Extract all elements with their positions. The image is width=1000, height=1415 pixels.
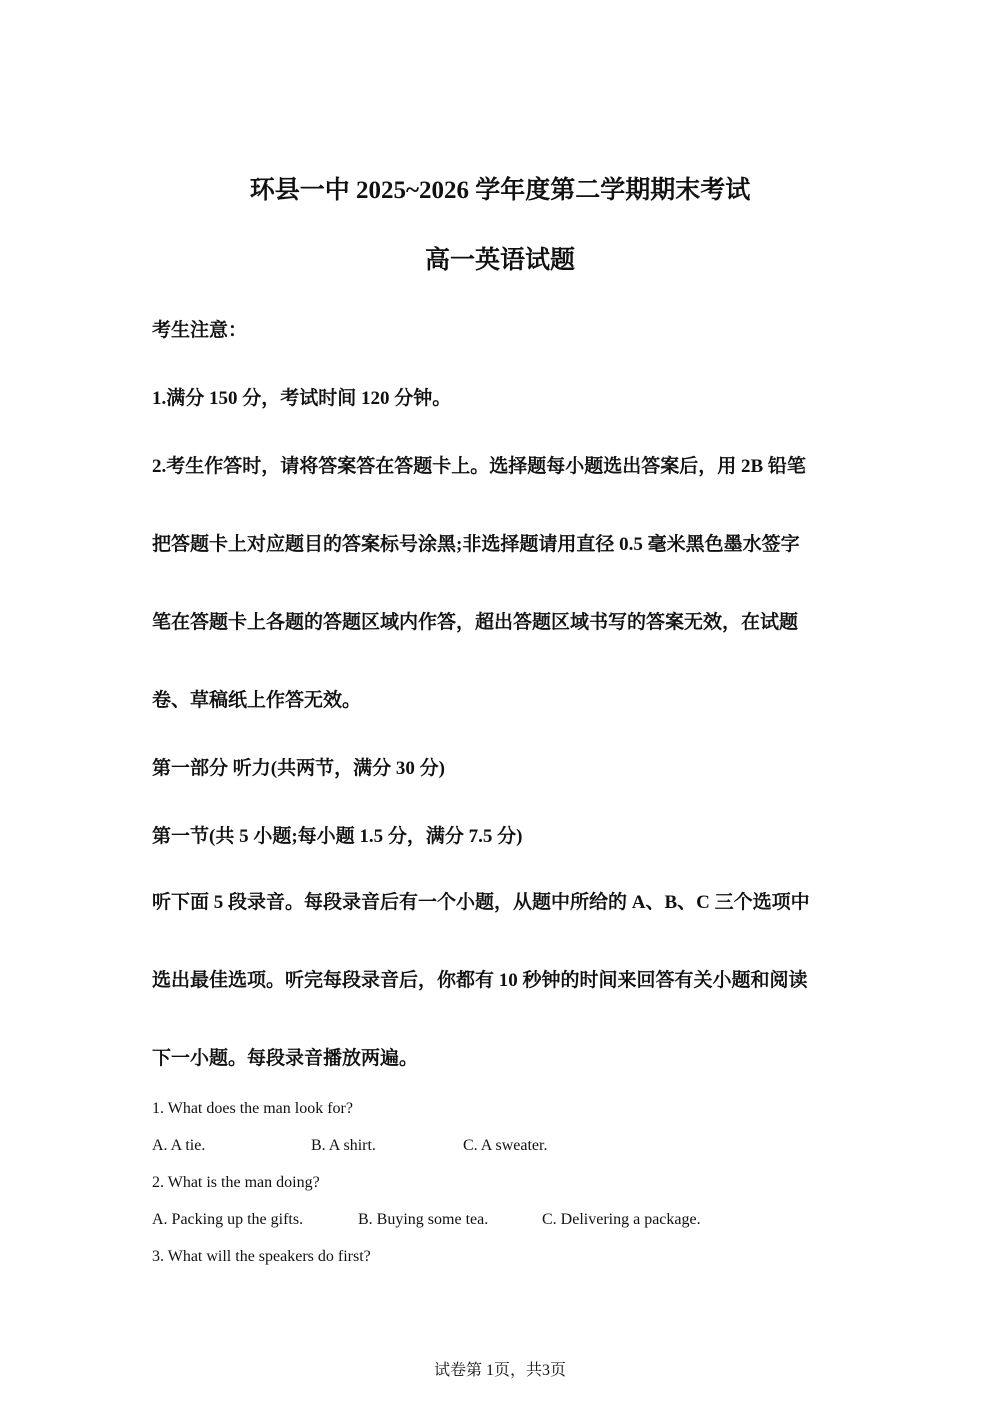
exam-title: 环县一中 2025~2026 学年度第二学期期末考试 <box>249 177 751 204</box>
question-2-stem: 2. What is the man doing? <box>152 1174 320 1191</box>
notice-item-2-line-2: 把答题卡上对应题目的答案标号涂黑;非选择题请用直径 0.5 毫米黑色墨水签字 <box>152 534 800 555</box>
notice-item-2-line-3: 笔在答题卡上各题的答题区域内作答，超出答题区域书写的答案无效，在试题 <box>152 612 799 633</box>
instructions-line-2: 选出最佳选项。听完每段录音后，你都有 10 秒钟的时间来回答有关小题和阅读 <box>152 970 808 991</box>
page-footer: 试卷第 1页，共3页 <box>433 1362 566 1379</box>
instructions-line-3: 下一小题。每段录音播放两遍。 <box>152 1048 419 1069</box>
notice-heading: 考生注意： <box>152 320 248 341</box>
question-2-option-b: B. Buying some tea. <box>358 1211 489 1228</box>
section1-heading: 第一节(共 5 小题;每小题 1.5 分，满分 7.5 分) <box>152 826 523 847</box>
instructions-line-1: 听下面 5 段录音。每段录音后有一个小题，从题中所给的 A、B、C 三个选项中 <box>152 892 810 913</box>
notice-item-2-line-1: 2.考生作答时，请将答案答在答题卡上。选择题每小题选出答案后，用 2B 铅笔 <box>152 456 806 477</box>
question-3-stem: 3. What will the speakers do first? <box>152 1248 371 1265</box>
notice-item-1: 1.满分 150 分，考试时间 120 分钟。 <box>152 388 452 409</box>
exam-subtitle: 高一英语试题 <box>424 247 575 274</box>
question-1-option-a: A. A tie. <box>152 1137 206 1154</box>
question-1-stem: 1. What does the man look for? <box>152 1100 353 1117</box>
question-1-option-b: B. A shirt. <box>311 1137 376 1154</box>
part1-heading: 第一部分 听力(共两节，满分 30 分) <box>152 758 445 779</box>
question-2-option-c: C. Delivering a package. <box>542 1211 701 1228</box>
question-1-option-c: C. A sweater. <box>463 1137 548 1154</box>
notice-item-2-line-4: 卷、草稿纸上作答无效。 <box>152 690 362 711</box>
question-2-option-a: A. Packing up the gifts. <box>152 1211 304 1228</box>
